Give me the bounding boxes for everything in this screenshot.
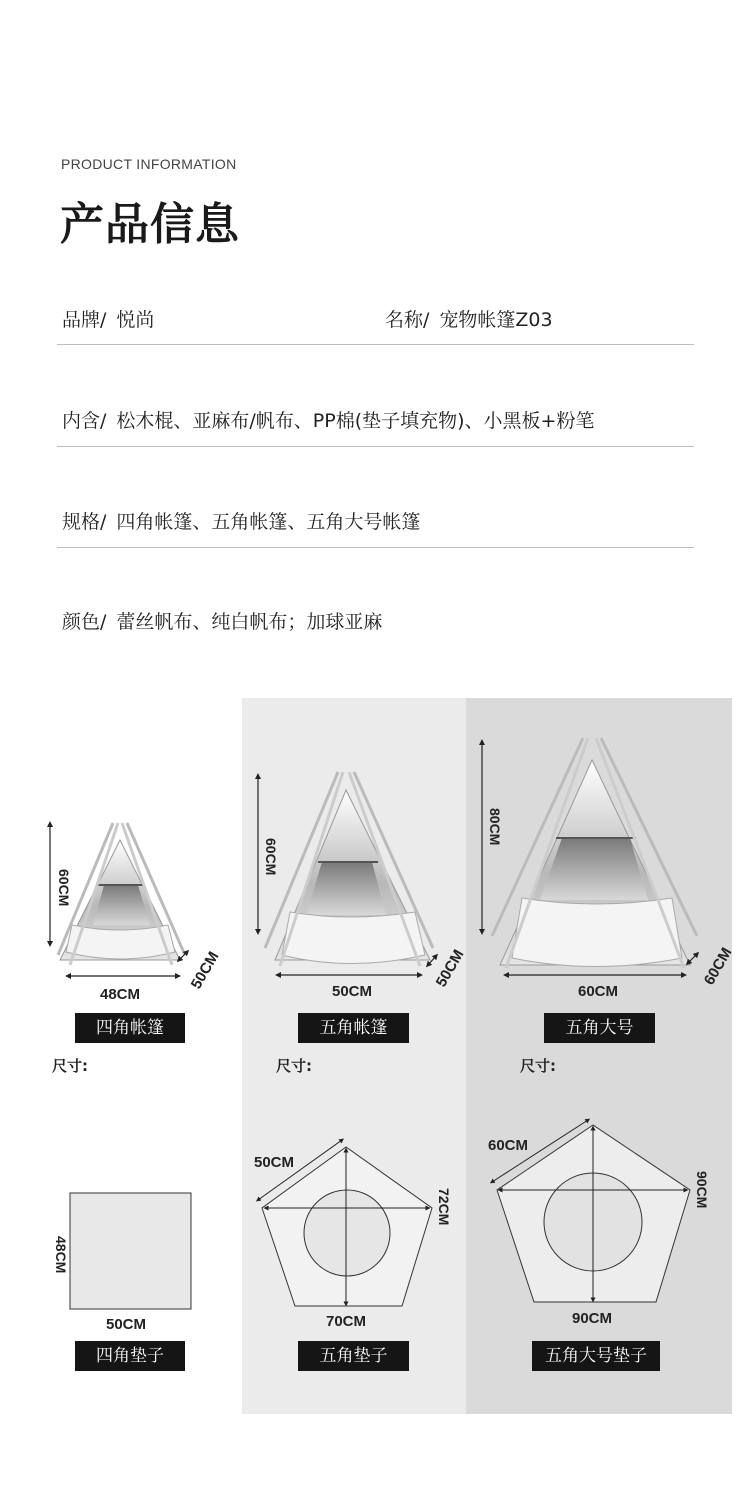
tent2-width-label: 50CM bbox=[332, 983, 373, 1000]
pad2-name-box: 五角垫子 bbox=[298, 1341, 409, 1371]
tent3-depth-label: 60CM bbox=[700, 944, 736, 988]
color-value: 蕾丝帆布、纯白帆布；加球亚麻 bbox=[116, 611, 383, 633]
pad1-side-label: 48CM bbox=[53, 1236, 69, 1274]
page-title: 产品信息 bbox=[60, 199, 240, 250]
pad2-bottom-label: 70CM bbox=[326, 1313, 367, 1330]
pad3-bottom-label: 90CM bbox=[572, 1310, 613, 1327]
contents-label: 内含/ bbox=[62, 410, 107, 432]
tent2-name-box: 五角帐篷 bbox=[298, 1013, 409, 1043]
tent3-height-label: 80CM bbox=[487, 808, 503, 846]
spec-value: 四角帐篷、五角帐篷、五角大号帐篷 bbox=[116, 511, 421, 533]
tent1-height-label: 60CM bbox=[56, 869, 72, 907]
tent-diagram-four-corner bbox=[50, 823, 222, 1003]
spec-label: 规格/ bbox=[62, 511, 107, 533]
tent3-name-box: 五角大号 bbox=[544, 1013, 655, 1043]
pad1-name-box: 四角垫子 bbox=[75, 1341, 185, 1371]
pad3-side-label: 60CM bbox=[488, 1137, 529, 1154]
tent3-width-label: 60CM bbox=[578, 983, 619, 1000]
pad2-height-label: 72CM bbox=[436, 1188, 452, 1226]
pad3-name-box: 五角大号垫子 bbox=[532, 1341, 660, 1371]
tent-diagram-five-corner-large bbox=[482, 738, 735, 1000]
contents-value: 松木棍、亚麻布/帆布、PP棉(垫子填充物)、小黑板+粉笔 bbox=[116, 410, 595, 432]
brand-label: 品牌/ bbox=[62, 309, 107, 331]
color-label: 颜色/ bbox=[62, 611, 107, 633]
pad3-height-label: 90CM bbox=[694, 1171, 710, 1209]
tent1-size-note: 尺寸: bbox=[52, 1057, 88, 1075]
pad1-bottom-label: 50CM bbox=[106, 1316, 147, 1333]
tent1-name-box: 四角帐篷 bbox=[75, 1013, 185, 1043]
tent2-height-label: 60CM bbox=[263, 838, 279, 876]
tent1-depth-label: 50CM bbox=[187, 948, 223, 992]
brand-value: 悦尚 bbox=[116, 309, 155, 331]
name-value: 宠物帐篷Z03 bbox=[439, 309, 553, 331]
eyebrow-text: PRODUCT INFORMATION bbox=[61, 156, 237, 172]
tent-diagram-five-corner bbox=[258, 772, 467, 1000]
pad-diagram-five-corner-large bbox=[488, 1120, 710, 1327]
pad-diagram-four-corner bbox=[53, 1193, 191, 1333]
name-label: 名称/ bbox=[385, 309, 430, 331]
tent2-size-note: 尺寸: bbox=[276, 1057, 312, 1075]
pad-diagram-five-corner bbox=[254, 1140, 452, 1330]
tent2-depth-label: 50CM bbox=[432, 946, 468, 990]
tent1-width-label: 48CM bbox=[100, 986, 141, 1003]
tent3-size-note: 尺寸: bbox=[520, 1057, 556, 1075]
pad2-side-label: 50CM bbox=[254, 1154, 295, 1171]
